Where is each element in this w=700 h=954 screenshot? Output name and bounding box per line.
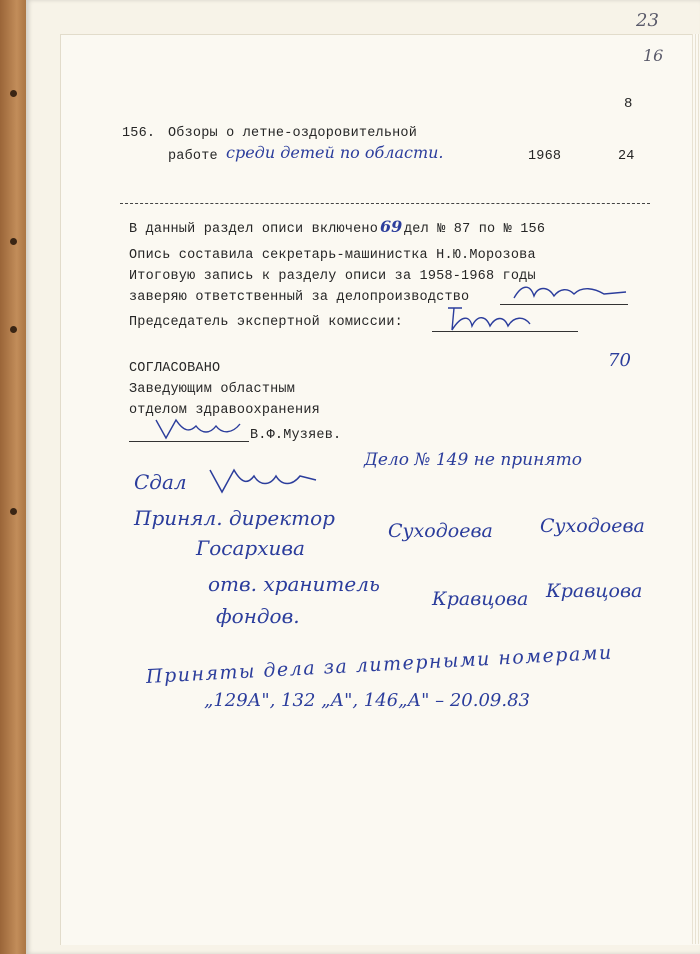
signature-name-kravtsova-b: Кравцова <box>546 580 643 602</box>
note-case-not-accepted: Дело № 149 не принято <box>364 450 582 470</box>
summary-line1-b: дел № 87 по № 156 <box>404 222 546 237</box>
entry-title-line2-typed: работе <box>168 149 218 164</box>
signature-name-kravtsova-a: Кравцова <box>432 588 529 610</box>
note-accepted-line2: Госархива <box>196 536 305 560</box>
binder-hole <box>10 326 17 333</box>
note-handed-over: Сдал <box>134 470 187 494</box>
approval-line1: Заведующим областным <box>129 382 296 397</box>
approval-heading: СОГЛАСОВАНО <box>129 361 221 376</box>
approval-line2: отделом здравоохранения <box>129 403 320 418</box>
signature-name-suhodoeva-a: Суходоева <box>388 520 493 542</box>
signature-chairman <box>440 304 550 336</box>
note-custodian-line2: фондов. <box>216 604 300 628</box>
binder-hole <box>10 508 17 515</box>
signature-responsible <box>508 280 638 306</box>
sheet-number-a: 23 <box>636 10 659 31</box>
note-final-line2: „129А", 132 „А", 146„А" – 20.09.83 <box>204 690 530 711</box>
summary-line1-a: В данный раздел описи включено <box>129 222 379 237</box>
sheet-number-b: 16 <box>643 46 664 65</box>
approval-name: В.Ф.Музяев. <box>250 428 342 443</box>
separator-line <box>120 203 650 204</box>
note-custodian-line1: отв. хранитель <box>208 572 380 596</box>
note-final-line1: Приняты дела за литерными номерами <box>145 641 614 688</box>
entry-title-line2-handwritten: среди детей по области. <box>226 143 444 162</box>
entry-sheet-count: 24 <box>618 149 635 164</box>
signature-head <box>150 414 260 444</box>
summary-commission-line: Председатель экспертной комиссии: <box>129 315 403 330</box>
note-accepted-line1: Принял. директор <box>134 506 335 530</box>
signature-name-suhodoeva-b: Суходоева <box>540 515 645 537</box>
page-number: 8 <box>624 96 633 112</box>
binder-hole <box>10 238 17 245</box>
entry-year: 1968 <box>528 149 562 164</box>
binder-hole <box>10 90 17 97</box>
entry-number: 156. <box>122 126 156 141</box>
page-stack-edge <box>692 34 700 944</box>
summary-total-line: Итоговую запись к разделу описи за 1958-1968 годы <box>129 269 536 284</box>
summary-case-count: 69 <box>380 217 403 236</box>
summary-certify-line: заверяю ответственный за делопроизводство <box>129 290 470 305</box>
folder-cover-edge <box>0 0 28 954</box>
summary-compiler-line: Опись составила секретарь-машинистка Н.Ю.Морозова <box>129 248 536 263</box>
approval-margin-number: 70 <box>608 350 631 371</box>
entry-title-line1: Обзоры о летне-оздоровительной <box>168 126 418 141</box>
signature-handed-over <box>204 462 324 498</box>
